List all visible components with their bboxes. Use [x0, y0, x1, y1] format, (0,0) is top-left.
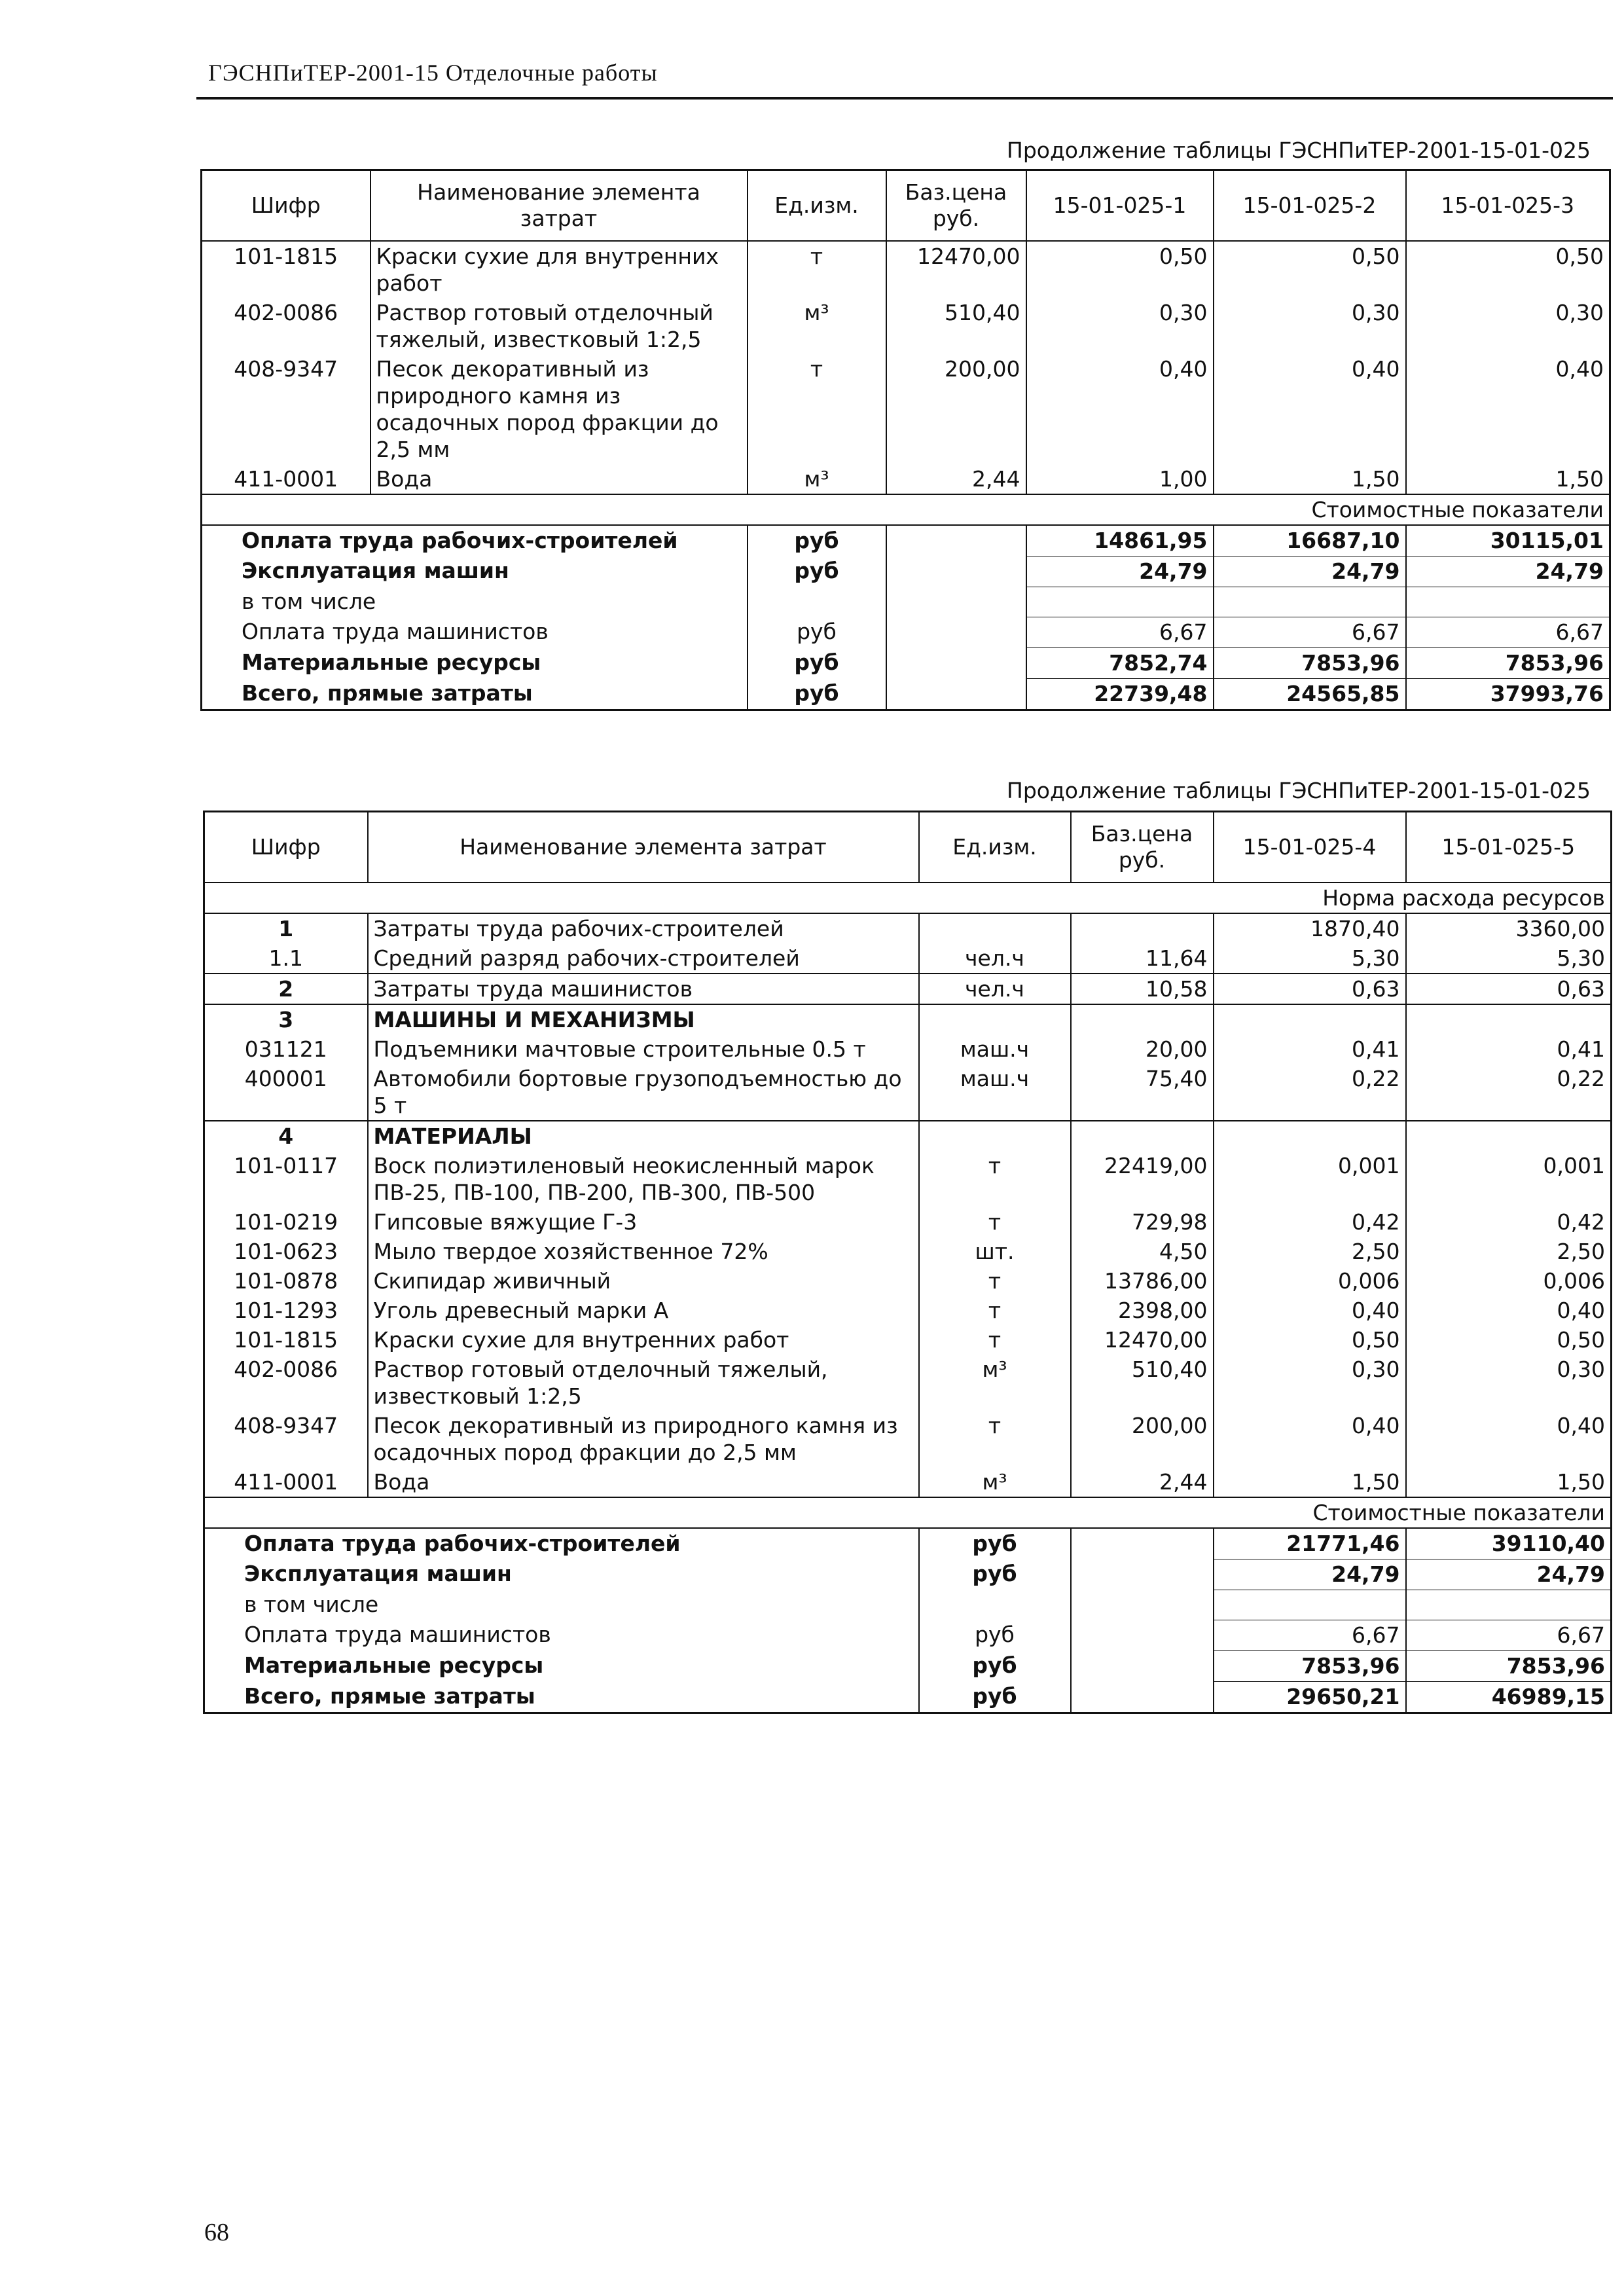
table-row	[204, 913, 1612, 943]
table1-caption: Продолжение таблицы ГЭСНПиТЕР-2001-15-01-025	[1007, 137, 1591, 163]
col-header-code: Шифр	[202, 170, 370, 241]
table-row	[204, 1355, 1612, 1411]
empty-cell	[1071, 1528, 1214, 1559]
unit: т	[748, 241, 886, 298]
resource-table-1	[200, 169, 1611, 711]
col-header-variant: 15-01-025-3	[1406, 170, 1610, 241]
variant-value: 0,41	[1214, 1034, 1406, 1064]
empty-cell	[1071, 1681, 1214, 1713]
resource-name: Уголь древесный марки А	[368, 1296, 919, 1325]
variant-value: 16687,10	[1214, 525, 1406, 556]
base-price	[1071, 1004, 1214, 1034]
variant-value: 0,63	[1214, 974, 1406, 1004]
resource-code: 101-0117	[204, 1151, 368, 1207]
resource-name: Гипсовые вяжущие Г-3	[368, 1207, 919, 1237]
col-header-variant: 15-01-025-1	[1026, 170, 1214, 241]
variant-value: 2,50	[1406, 1237, 1612, 1266]
variant-value: 0,40	[1406, 1296, 1612, 1325]
unit: чел.ч	[919, 974, 1071, 1004]
summary-row	[204, 1590, 1612, 1620]
variant-value	[1214, 1004, 1406, 1034]
unit	[919, 1121, 1071, 1151]
variant-value: 22739,48	[1026, 678, 1214, 710]
variant-value	[1214, 1590, 1406, 1620]
variant-value: 0,40	[1026, 354, 1214, 464]
variant-value: 0,001	[1406, 1151, 1612, 1207]
resource-name: Раствор готовый отделочный тяжелый, известковый 1:2,5	[368, 1355, 919, 1411]
variant-value	[1406, 587, 1610, 617]
resource-name: Скипидар живичный	[368, 1266, 919, 1296]
base-price	[1071, 1121, 1214, 1151]
unit: т	[919, 1207, 1071, 1237]
variant-value: 0,001	[1214, 1151, 1406, 1207]
table-row	[202, 298, 1610, 354]
variant-value: 24,79	[1214, 556, 1406, 587]
col-header-name: Наименование элемента затрат	[368, 812, 919, 883]
table-row	[204, 1325, 1612, 1355]
variant-value: 0,30	[1406, 298, 1610, 354]
variant-value: 24,79	[1214, 1559, 1406, 1590]
summary-label: Оплата труда рабочих-строителей	[202, 525, 748, 556]
variant-value: 7852,74	[1026, 647, 1214, 678]
col-header-code: Шифр	[204, 812, 368, 883]
variant-value: 0,006	[1406, 1266, 1612, 1296]
col-header-variant: 15-01-025-4	[1214, 812, 1406, 883]
variant-value: 0,30	[1026, 298, 1214, 354]
summary-row	[204, 1528, 1612, 1559]
empty-cell	[886, 525, 1026, 556]
unit: шт.	[919, 1237, 1071, 1266]
variant-value: 0,006	[1214, 1266, 1406, 1296]
variant-value: 0,40	[1214, 1411, 1406, 1467]
section-band	[204, 1497, 1612, 1528]
base-price: 13786,00	[1071, 1266, 1214, 1296]
table-row	[204, 1064, 1612, 1121]
resource-name: Автомобили бортовые грузоподъемностью до 5 т	[368, 1064, 919, 1121]
variant-value: 6,67	[1026, 617, 1214, 647]
table2-caption: Продолжение таблицы ГЭСНПиТЕР-2001-15-01-025	[1007, 778, 1591, 803]
unit: чел.ч	[919, 943, 1071, 974]
summary-row	[202, 587, 1610, 617]
summary-label: Всего, прямые затраты	[202, 678, 748, 710]
base-price: 11,64	[1071, 943, 1214, 974]
summary-row	[202, 556, 1610, 587]
summary-row	[202, 678, 1610, 710]
variant-value: 37993,76	[1406, 678, 1610, 710]
variant-value	[1214, 587, 1406, 617]
summary-row	[204, 1681, 1612, 1713]
variant-value	[1026, 587, 1214, 617]
summary-row	[202, 647, 1610, 678]
unit: руб	[919, 1620, 1071, 1650]
col-header-price: Баз.цена руб.	[1071, 812, 1214, 883]
table-row	[202, 354, 1610, 464]
table-row	[204, 1207, 1612, 1237]
base-price: 12470,00	[1071, 1325, 1214, 1355]
variant-value: 0,50	[1026, 241, 1214, 298]
variant-value: 0,42	[1406, 1207, 1612, 1237]
resource-code: 101-0878	[204, 1266, 368, 1296]
resource-code: 1.1	[204, 943, 368, 974]
table-row	[204, 1296, 1612, 1325]
resource-name: МАТЕРИАЛЫ	[368, 1121, 919, 1151]
resource-name: Мыло твердое хозяйственное 72%	[368, 1237, 919, 1266]
section-band	[204, 883, 1612, 913]
resource-code: 3	[204, 1004, 368, 1034]
base-price: 22419,00	[1071, 1151, 1214, 1207]
variant-value: 6,67	[1406, 1620, 1612, 1650]
variant-value: 0,30	[1406, 1355, 1612, 1411]
table-row	[202, 464, 1610, 494]
variant-value: 0,30	[1214, 298, 1406, 354]
unit: руб	[919, 1650, 1071, 1681]
unit: маш.ч	[919, 1064, 1071, 1121]
variant-value: 24,79	[1406, 1559, 1612, 1590]
base-price: 729,98	[1071, 1207, 1214, 1237]
variant-value: 29650,21	[1214, 1681, 1406, 1713]
summary-label: в том числе	[204, 1590, 919, 1620]
variant-value: 24,79	[1406, 556, 1610, 587]
col-header-name: Наименование элемента затрат	[370, 170, 748, 241]
variant-value: 1,50	[1406, 464, 1610, 494]
unit: м³	[748, 464, 886, 494]
variant-value: 0,42	[1214, 1207, 1406, 1237]
empty-cell	[886, 617, 1026, 647]
variant-value: 1,50	[1406, 1467, 1612, 1497]
variant-value: 5,30	[1214, 943, 1406, 974]
unit: м³	[748, 298, 886, 354]
resource-code: 411-0001	[204, 1467, 368, 1497]
resource-code: 1	[204, 913, 368, 943]
empty-cell	[1071, 1620, 1214, 1650]
base-price: 12470,00	[886, 241, 1026, 298]
variant-value: 46989,15	[1406, 1681, 1612, 1713]
base-price: 2398,00	[1071, 1296, 1214, 1325]
summary-row	[202, 617, 1610, 647]
table-row	[204, 1411, 1612, 1467]
table-row	[204, 1151, 1612, 1207]
variant-value: 3360,00	[1406, 913, 1612, 943]
variant-value: 7853,96	[1406, 1650, 1612, 1681]
resource-table-2	[203, 811, 1612, 1714]
resource-name: Подъемники мачтовые строительные 0.5 т	[368, 1034, 919, 1064]
variant-value: 6,67	[1214, 617, 1406, 647]
base-price: 200,00	[1071, 1411, 1214, 1467]
summary-row	[204, 1650, 1612, 1681]
col-header-variant: 15-01-025-2	[1214, 170, 1406, 241]
unit: руб	[748, 617, 886, 647]
variant-value: 0,63	[1406, 974, 1612, 1004]
base-price: 510,40	[886, 298, 1026, 354]
unit: т	[919, 1151, 1071, 1207]
unit: руб	[919, 1681, 1071, 1713]
variant-value: 24565,85	[1214, 678, 1406, 710]
col-header-unit: Ед.изм.	[748, 170, 886, 241]
variant-value: 39110,40	[1406, 1528, 1612, 1559]
resource-code: 402-0086	[202, 298, 370, 354]
summary-label: Материальные ресурсы	[202, 647, 748, 678]
resource-code: 101-0219	[204, 1207, 368, 1237]
variant-value	[1214, 1121, 1406, 1151]
resource-code: 031121	[204, 1034, 368, 1064]
base-price: 2,44	[1071, 1467, 1214, 1497]
variant-value: 7853,96	[1214, 647, 1406, 678]
variant-value: 2,50	[1214, 1237, 1406, 1266]
table-row	[204, 1266, 1612, 1296]
variant-value: 1,50	[1214, 464, 1406, 494]
norm-label: Норма расхода ресурсов	[204, 883, 1612, 913]
variant-value	[1406, 1004, 1612, 1034]
cost-indicators-label: Стоимостные показатели	[202, 494, 1610, 525]
base-price: 510,40	[1071, 1355, 1214, 1411]
resource-name: Раствор готовый отделочный тяжелый, известковый 1:2,5	[370, 298, 748, 354]
variant-value: 7853,96	[1406, 647, 1610, 678]
base-price: 20,00	[1071, 1034, 1214, 1064]
variant-value: 1,50	[1214, 1467, 1406, 1497]
unit: т	[919, 1296, 1071, 1325]
variant-value: 24,79	[1026, 556, 1214, 587]
resource-name: Вода	[370, 464, 748, 494]
resource-name: Вода	[368, 1467, 919, 1497]
running-title: ГЭСНПиТЕР-2001-15 Отделочные работы	[208, 60, 658, 86]
summary-row	[204, 1559, 1612, 1590]
variant-value: 0,40	[1214, 1296, 1406, 1325]
table-row	[204, 1467, 1612, 1497]
empty-cell	[886, 678, 1026, 710]
unit	[919, 913, 1071, 943]
unit	[919, 1004, 1071, 1034]
empty-cell	[1071, 1559, 1214, 1590]
resource-name: Песок декоративный из природного камня из осадочных пород фракции до 2,5 мм	[370, 354, 748, 464]
variant-value: 7853,96	[1214, 1650, 1406, 1681]
resource-name: Затраты труда рабочих-строителей	[368, 913, 919, 943]
resource-code: 400001	[204, 1064, 368, 1121]
summary-label: в том числе	[202, 587, 748, 617]
header-rule	[196, 97, 1613, 100]
base-price: 10,58	[1071, 974, 1214, 1004]
variant-value: 30115,01	[1406, 525, 1610, 556]
summary-label: Эксплуатация машин	[202, 556, 748, 587]
variant-value: 0,50	[1406, 241, 1610, 298]
summary-label: Оплата труда машинистов	[204, 1620, 919, 1650]
summary-label: Оплата труда машинистов	[202, 617, 748, 647]
unit: т	[919, 1325, 1071, 1355]
resource-code: 408-9347	[204, 1411, 368, 1467]
variant-value: 0,40	[1406, 1411, 1612, 1467]
table-row	[204, 974, 1612, 1004]
col-header-variant: 15-01-025-5	[1406, 812, 1612, 883]
resource-name: Краски сухие для внутренних работ	[368, 1325, 919, 1355]
variant-value: 6,67	[1214, 1620, 1406, 1650]
variant-value: 0,50	[1406, 1325, 1612, 1355]
empty-cell	[886, 647, 1026, 678]
col-header-price: Баз.цена руб.	[886, 170, 1026, 241]
unit: т	[919, 1266, 1071, 1296]
resource-name: Средний разряд рабочих-строителей	[368, 943, 919, 974]
unit: маш.ч	[919, 1034, 1071, 1064]
summary-label: Оплата труда рабочих-строителей	[204, 1528, 919, 1559]
unit	[919, 1590, 1071, 1620]
resource-code: 2	[204, 974, 368, 1004]
unit	[748, 587, 886, 617]
variant-value: 6,67	[1406, 617, 1610, 647]
resource-name: МАШИНЫ И МЕХАНИЗМЫ	[368, 1004, 919, 1034]
resource-code: 411-0001	[202, 464, 370, 494]
base-price: 4,50	[1071, 1237, 1214, 1266]
unit: руб	[748, 678, 886, 710]
section-band	[202, 494, 1610, 525]
resource-code: 101-1815	[202, 241, 370, 298]
summary-row	[204, 1620, 1612, 1650]
base-price: 75,40	[1071, 1064, 1214, 1121]
summary-label: Материальные ресурсы	[204, 1650, 919, 1681]
table-row	[204, 1034, 1612, 1064]
variant-value: 21771,46	[1214, 1528, 1406, 1559]
page-number: 68	[204, 2219, 229, 2246]
base-price	[1071, 913, 1214, 943]
empty-cell	[886, 556, 1026, 587]
cost-indicators-label: Стоимостные показатели	[204, 1497, 1612, 1528]
variant-value: 5,30	[1406, 943, 1612, 974]
table-row	[202, 241, 1610, 298]
table-row	[204, 1004, 1612, 1034]
variant-value: 0,40	[1214, 354, 1406, 464]
resource-name: Воск полиэтиленовый неокисленный марок ПВ-25, ПВ-100, ПВ-200, ПВ-300, ПВ-500	[368, 1151, 919, 1207]
variant-value: 0,22	[1214, 1064, 1406, 1121]
empty-cell	[1071, 1590, 1214, 1620]
unit: т	[748, 354, 886, 464]
unit: м³	[919, 1467, 1071, 1497]
unit: руб	[748, 525, 886, 556]
variant-value: 0,30	[1214, 1355, 1406, 1411]
variant-value: 0,40	[1406, 354, 1610, 464]
unit: руб	[748, 647, 886, 678]
unit: руб	[919, 1528, 1071, 1559]
resource-code: 402-0086	[204, 1355, 368, 1411]
unit: руб	[919, 1559, 1071, 1590]
base-price: 2,44	[886, 464, 1026, 494]
variant-value: 0,50	[1214, 241, 1406, 298]
empty-cell	[1071, 1650, 1214, 1681]
resource-code: 408-9347	[202, 354, 370, 464]
variant-value: 0,22	[1406, 1064, 1612, 1121]
base-price: 200,00	[886, 354, 1026, 464]
summary-label: Эксплуатация машин	[204, 1559, 919, 1590]
resource-code: 4	[204, 1121, 368, 1151]
unit: т	[919, 1411, 1071, 1467]
resource-name: Затраты труда машинистов	[368, 974, 919, 1004]
resource-name: Песок декоративный из природного камня из осадочных пород фракции до 2,5 мм	[368, 1411, 919, 1467]
resource-name: Краски сухие для внутренних работ	[370, 241, 748, 298]
variant-value	[1406, 1590, 1612, 1620]
empty-cell	[886, 587, 1026, 617]
col-header-unit: Ед.изм.	[919, 812, 1071, 883]
variant-value: 1,00	[1026, 464, 1214, 494]
summary-label: Всего, прямые затраты	[204, 1681, 919, 1713]
summary-row	[202, 525, 1610, 556]
unit: руб	[748, 556, 886, 587]
resource-code: 101-1815	[204, 1325, 368, 1355]
variant-value: 0,41	[1406, 1034, 1612, 1064]
unit: м³	[919, 1355, 1071, 1411]
variant-value: 14861,95	[1026, 525, 1214, 556]
resource-code: 101-1293	[204, 1296, 368, 1325]
variant-value	[1406, 1121, 1612, 1151]
table-row	[204, 1237, 1612, 1266]
variant-value: 0,50	[1214, 1325, 1406, 1355]
table-row	[204, 943, 1612, 974]
table-row	[204, 1121, 1612, 1151]
variant-value: 1870,40	[1214, 913, 1406, 943]
resource-code: 101-0623	[204, 1237, 368, 1266]
